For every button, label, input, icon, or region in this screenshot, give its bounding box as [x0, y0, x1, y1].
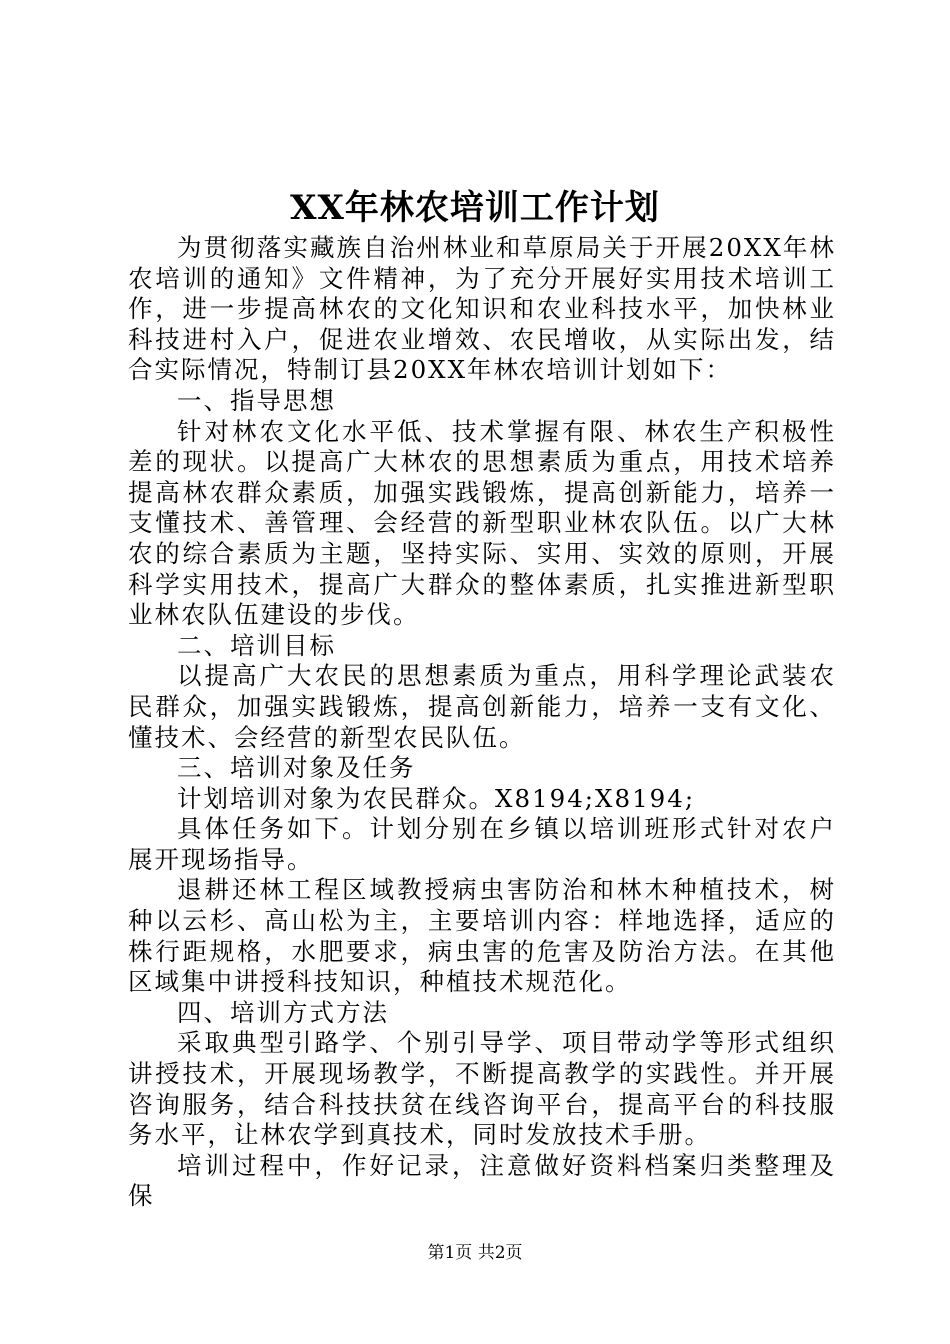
- section-heading-training-goals: 二、培训目标: [177, 630, 336, 660]
- methods-paragraph: 采取典型引路学、个别引导学、项目带动学等形式组织讲授技术，开展现场教学，不断提高教学的实践性。并开展咨询服务，结合科技扶贫在线咨询平台，提高平台的科技服务水平，让林农学到真技术，同时发放技术手册。: [128, 1028, 836, 1150]
- tasks-paragraph: 具体任务如下。计划分别在乡镇以培训班形式针对农户展开现场指导。: [128, 814, 836, 874]
- document-title: XX年林农培训工作计划: [290, 188, 660, 228]
- section-heading-methods: 四、培训方式方法: [177, 997, 389, 1027]
- intro-paragraph: 为贯彻落实藏族自治州林业和草原局关于开展20XX年林农培训的通知》文件精神，为了充分开展好实用技术培训工作，进一步提高林农的文化知识和农业科技水平，加快林业科技进村入户，促进农业增效、农民增收，从实际出发，结合实际情况，特制订县20XX年林农培训计划如下：: [128, 233, 836, 385]
- section-heading-targets-tasks: 三、培训对象及任务: [177, 753, 416, 783]
- document-body: [128, 233, 836, 1212]
- section-heading-guiding-thought: 一、指导思想: [177, 385, 336, 415]
- reforestation-paragraph: 退耕还林工程区域教授病虫害防治和林木种植技术，树种以云杉、高山松为主，主要培训内容：样地选择，适应的株行距规格，水肥要求，病虫害的危害及防治方法。在其他区域集中讲授科技知识，种植技术规范化。: [128, 875, 836, 997]
- targets-paragraph: 计划培训对象为农民群众。X8194;X8194;: [177, 783, 696, 813]
- records-paragraph: 培训过程中，作好记录，注意做好资料档案归类整理及保: [128, 1150, 836, 1211]
- guiding-thought-paragraph: 针对林农文化水平低、技术掌握有限、林农生产积极性差的现状。以提高广大林农的思想素质为重点，用技术培养提高林农群众素质，加强实践锻炼，提高创新能力，培养一支懂技术、善管理、会经营的新型职业林农队伍。以广大林农的综合素质为主题，坚持实际、实用、实效的原则，开展科学实用技术，提高广大群众的整体素质，扎实推进新型职业林农队伍建设的步伐。: [128, 416, 836, 630]
- training-goals-paragraph: 以提高广大农民的思想素质为重点，用科学理论武装农民群众，加强实践锻炼，提高创新能力，培养一支有文化、懂技术、会经营的新型农民队伍。: [128, 661, 836, 752]
- page-footer: 第1页 共2页: [427, 1243, 523, 1263]
